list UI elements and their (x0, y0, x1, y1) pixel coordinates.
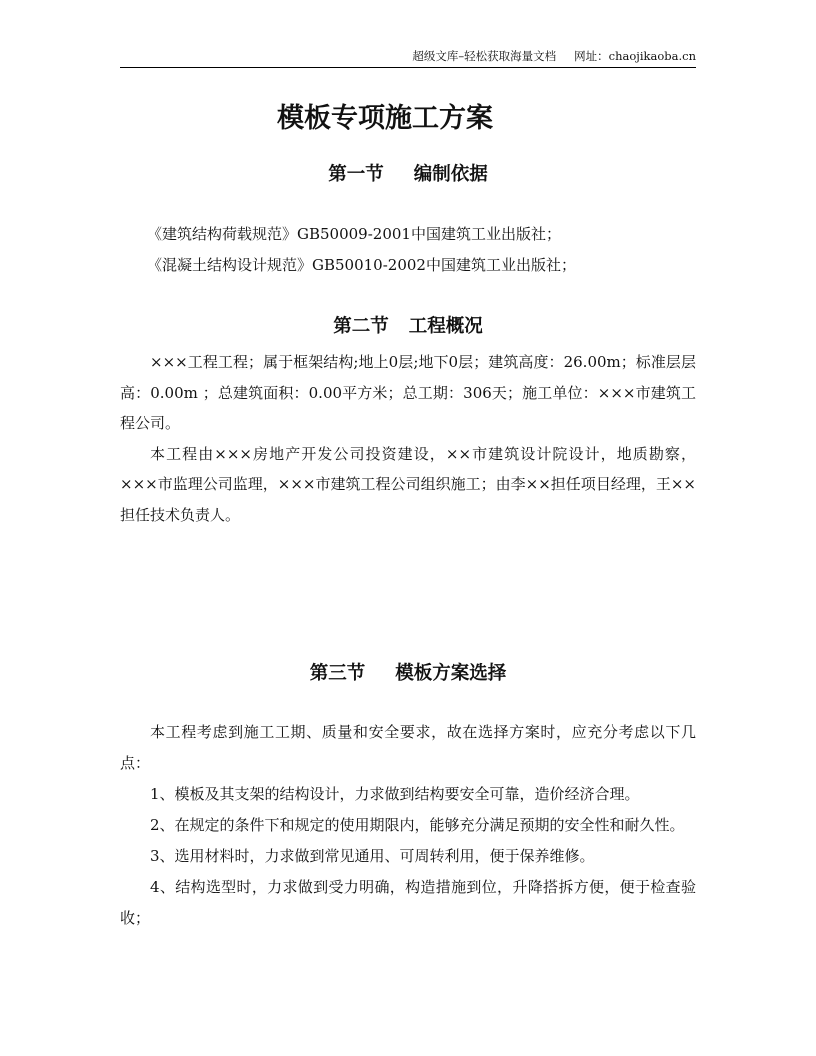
section-1-body (120, 219, 696, 281)
paragraph: ×××工程工程；属于框架结构;地上0层;地下0层；建筑高度：26.00m；标准层层高：0.00m ；总建筑面积：0.00平方米；总工期：306天；施工单位：×××市建筑工程公司。 (120, 353, 696, 432)
header-site: 超级文库–轻松获取海量文档 (412, 49, 557, 63)
list-item: 2、在规定的条件下和规定的使用期限内，能够充分满足预期的安全性和耐久性。 (150, 816, 685, 834)
list-item: 1、模板及其支架的结构设计，力求做到结构要安全可靠，造价经济合理。 (150, 785, 640, 803)
section-number: 第二节 (333, 316, 389, 337)
section-name: 工程概况 (408, 316, 483, 337)
section-2-body (120, 347, 696, 530)
section-3-body (120, 717, 696, 934)
section-number: 第三节 (309, 663, 366, 684)
list-item: 3、选用材料时，力求做到常见通用、可周转利用，便于保养维修。 (150, 847, 595, 865)
paragraph: 本工程由×××房地产开发公司投资建设，××市建筑设计院设计，地质勘察，×××市监理公司监理，×××市建筑工程公司组织施工；由李××担任项目经理，王××担任技术负责人。 (120, 444, 696, 524)
section-number: 第一节 (328, 164, 384, 185)
section-name: 编制依据 (413, 164, 488, 185)
header-url: 网址：chaojikaoba.cn (574, 49, 696, 63)
reference: 《混凝土结构设计规范》GB50010-2002中国建筑工业出版社； (147, 256, 576, 274)
section-heading-1 (0, 160, 816, 186)
page-header (120, 48, 696, 68)
list-item: 4、结构选型时，力求做到受力明确，构造措施到位，升降搭拆方便，便于检查验收； (120, 878, 696, 927)
section-heading-3 (0, 659, 816, 685)
paragraph: 本工程考虑到施工工期、质量和安全要求，故在选择方案时，应充分考虑以下几点： (120, 723, 696, 772)
section-heading-2 (0, 312, 816, 338)
reference: 《建筑结构荷载规范》GB50009-2001中国建筑工业出版社； (147, 225, 561, 243)
section-name: 模板方案选择 (395, 663, 507, 684)
document-title: 模板专项施工方案 (277, 103, 493, 134)
